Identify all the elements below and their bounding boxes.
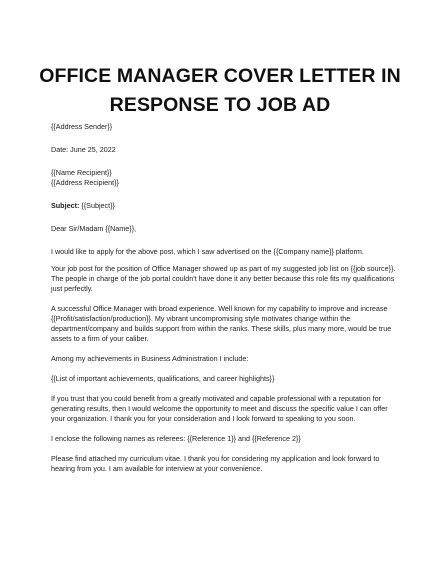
date-line: Date: June 25, 2022 <box>51 145 116 154</box>
paragraph-achievements-list: {{List of important achievements, qualifications, and career highlights}} <box>51 374 275 383</box>
title-line-2: RESPONSE TO JOB AD <box>109 94 331 116</box>
title-line-1: OFFICE MANAGER COVER LETTER IN <box>39 65 401 87</box>
subject-line <box>51 201 396 211</box>
paragraph-attachment: Please find attached my curriculum vitae. I thank you for considering my application and look forward to hearing from you. I am available for interview at your convenience. <box>51 454 380 473</box>
paragraph-job-post: Your job post for the position of Office Manager showed up as part of my suggested job list on {{job source}}. The people in charge of the job portal couldn't have done it any better because this role fits my qualifications just perfectly. <box>51 264 396 293</box>
subject-value: {{Subject}} <box>79 201 115 210</box>
name-recipient: {{Name Recipient}} <box>51 168 112 177</box>
paragraph-intro: I would like to apply for the above post, which I saw advertised on the {{Company name}} platform. <box>51 247 364 256</box>
address-recipient: {{Address Recipient}} <box>51 178 119 187</box>
address-sender: {{Address Sender}} <box>51 122 113 131</box>
letter-body <box>51 122 396 474</box>
paragraph-achievements-intro: Among my achievements in Business Administration I include: <box>51 354 249 363</box>
subject-label: Subject: <box>51 201 80 210</box>
paragraph-referees: I enclose the following names as referees: {{Reference 1}} and {{Reference 2}} <box>51 434 301 443</box>
salutation: Dear Sir/Madam {{Name}}, <box>51 224 137 233</box>
paragraph-closing-pitch: If you trust that you could benefit from a greatly motivated and capable professional with a reputation for generating results, then I would welcome the opportunity to meet and discuss the specific value I can offer your organization. I thank you for your consideration and I look forward to speaking to you soon. <box>51 394 388 423</box>
document-title <box>0 62 440 120</box>
paragraph-experience: A successful Office Manager with broad experience. Well known for my capability to improve and increase {{Profit/satisfaction/production}}. My vibrant uncompromising style motivates change within the department/company and builds support from within the ranks. These skills, plus many more, would be true assets to a firm of your caliber. <box>51 304 392 343</box>
